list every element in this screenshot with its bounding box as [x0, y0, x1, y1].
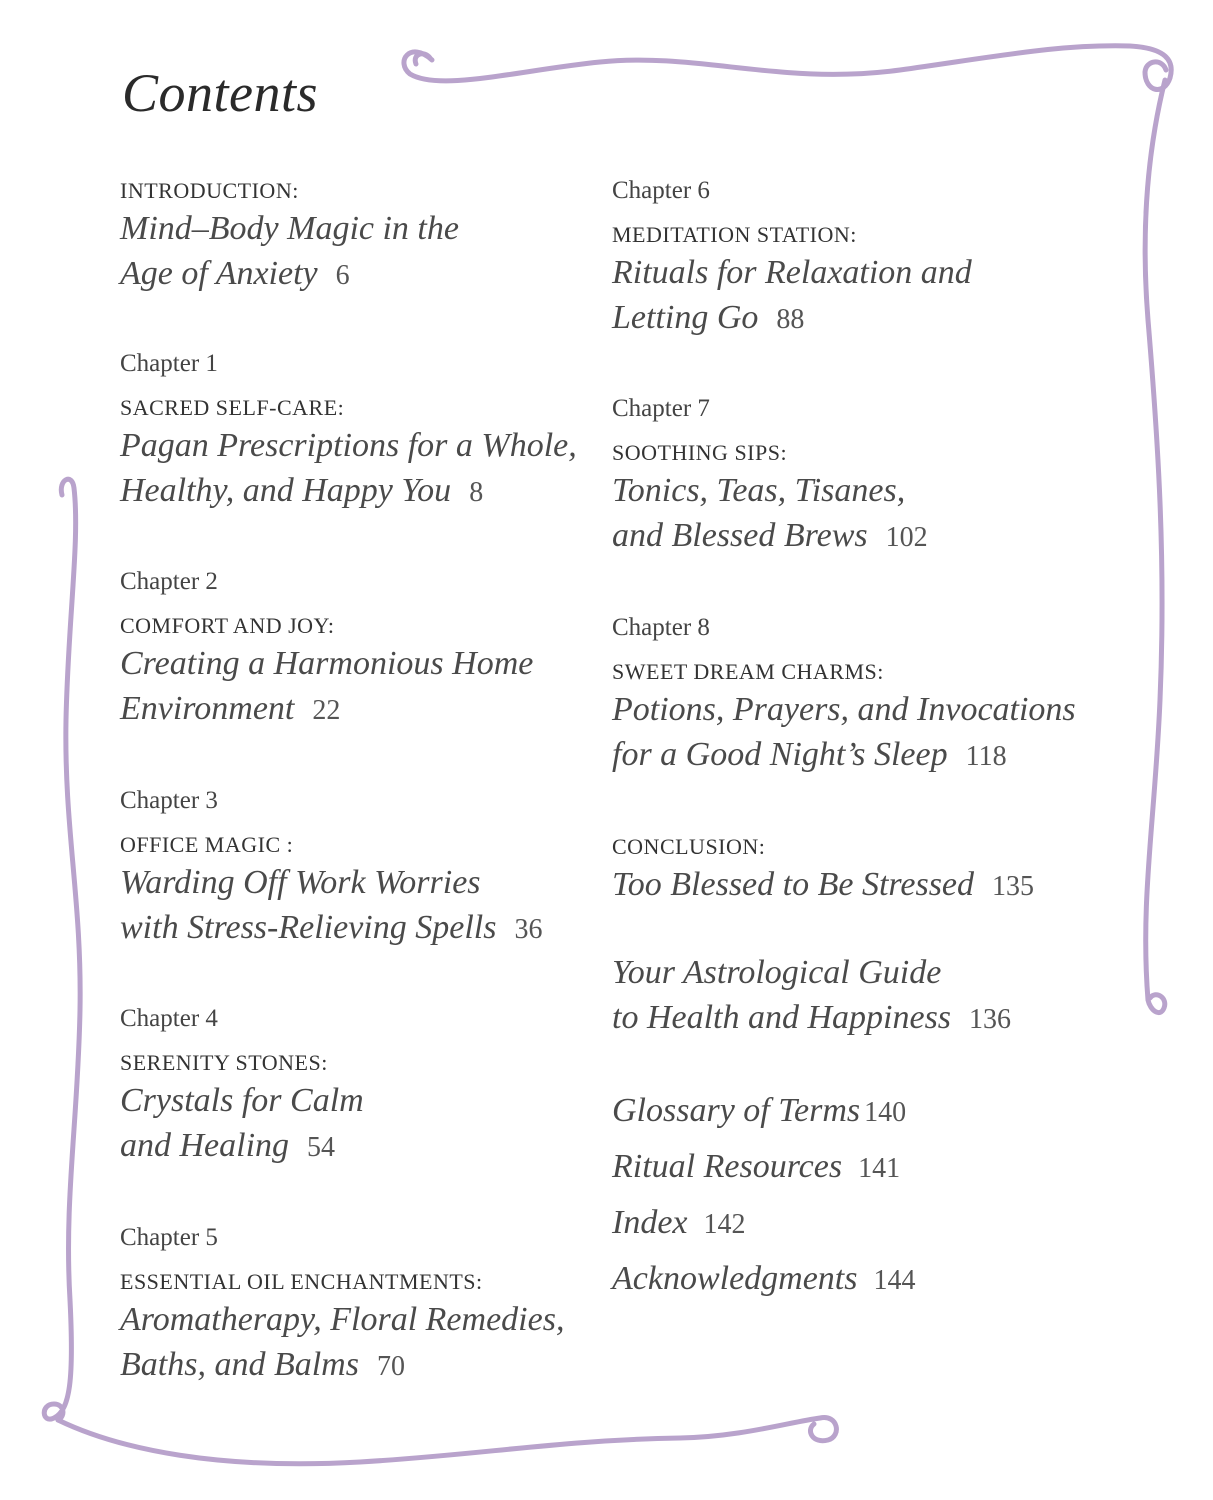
toc-entry-astrological-guide[interactable]: [612, 950, 1082, 1042]
bottom-flourish: [58, 1418, 836, 1464]
toc-back-matter: [612, 1084, 1082, 1308]
toc-entry-title: Warding Off Work Worries with Stress-Relieving Spells 36: [120, 864, 543, 946]
toc-page-number: 8: [469, 477, 484, 508]
toc-page-number: 36: [514, 914, 543, 945]
toc-entry-label: INTRODUCTION:: [120, 178, 299, 203]
toc-page-number: 142: [703, 1209, 746, 1240]
toc-entry-title: Too Blessed to Be Stressed 135: [612, 866, 1035, 903]
right-flourish: [1145, 80, 1165, 1013]
toc-entry-title: Crystals for Calm and Healing 54: [120, 1082, 364, 1164]
toc-chapter-number: Chapter 7: [612, 395, 710, 422]
toc-page-number: 135: [992, 871, 1035, 902]
toc-entry-chapter-3[interactable]: [120, 786, 590, 952]
toc-chapter-number: Chapter 3: [120, 787, 218, 814]
toc-entry-chapter-6[interactable]: [612, 176, 1082, 342]
toc-entry-label: SWEET DREAM CHARMS:: [612, 659, 884, 684]
toc-entry-conclusion[interactable]: [612, 832, 1082, 909]
toc-page-number: 6: [335, 260, 350, 291]
toc-entry-chapter-8[interactable]: [612, 613, 1082, 779]
toc-entry-label: CONCLUSION:: [612, 834, 766, 859]
toc-entry-title: Your Astrological Guide to Health and Happiness 136: [612, 954, 1012, 1036]
toc-entry-label: OFFICE MAGIC :: [120, 832, 294, 857]
toc-entry-label: COMFORT AND JOY:: [120, 613, 335, 638]
toc-entry-chapter-4[interactable]: [120, 1004, 590, 1170]
toc-chapter-number: Chapter 5: [120, 1224, 218, 1251]
toc-chapter-number: Chapter 8: [612, 614, 710, 641]
toc-entry-introduction[interactable]: [120, 176, 590, 298]
toc-page-number: 54: [307, 1132, 336, 1163]
toc-page-number: 136: [969, 1004, 1012, 1035]
toc-page-number: 88: [776, 304, 805, 335]
toc-entry-title: Mind–Body Magic in the Age of Anxiety 6: [120, 210, 459, 292]
toc-entry-title: Potions, Prayers, and Invocations for a Good Night’s Sleep 118: [612, 691, 1076, 773]
toc-page-number: 70: [376, 1351, 405, 1382]
toc-entry-label: SOOTHING SIPS:: [612, 440, 788, 465]
left-flourish: [44, 479, 80, 1420]
toc-page-number: 140: [864, 1097, 907, 1128]
toc-entry-label: SERENITY STONES:: [120, 1050, 328, 1075]
toc-entry-acknowledgments[interactable]: Acknowledgments 144: [612, 1260, 916, 1297]
toc-page-number: 141: [858, 1153, 901, 1184]
toc-entry-index[interactable]: Index 142: [612, 1204, 746, 1241]
top-flourish: [404, 46, 1171, 90]
toc-entry-title: Rituals for Relaxation and Letting Go 88: [612, 254, 972, 336]
toc-entry-chapter-7[interactable]: [612, 394, 1082, 560]
toc-entry-chapter-1[interactable]: [120, 349, 590, 515]
toc-page-number: 102: [885, 522, 928, 553]
toc-entry-label: MEDITATION STATION:: [612, 222, 857, 247]
toc-page-number: 22: [312, 695, 341, 726]
toc-entry-title: Tonics, Teas, Tisanes, and Blessed Brews 102: [612, 472, 928, 554]
toc-entry-label: SACRED SELF-CARE:: [120, 395, 345, 420]
toc-entry-title: Pagan Prescriptions for a Whole, Healthy, and Happy You 8: [120, 427, 577, 509]
toc-entry-chapter-5[interactable]: [120, 1223, 590, 1389]
toc-entry-chapter-2[interactable]: [120, 567, 590, 733]
toc-page-number: 144: [873, 1265, 916, 1296]
toc-chapter-number: Chapter 2: [120, 568, 218, 595]
page-title: Contents: [122, 63, 319, 123]
toc-entry-title: Aromatherapy, Floral Remedies, Baths, and Balms 70: [120, 1301, 565, 1383]
toc-entry-title: Creating a Harmonious Home Environment 22: [120, 645, 534, 727]
toc-entry-glossary[interactable]: Glossary of Terms 140: [612, 1092, 907, 1129]
toc-chapter-number: Chapter 6: [612, 177, 710, 204]
toc-page-number: 118: [965, 741, 1007, 772]
toc-entry-label: ESSENTIAL OIL ENCHANTMENTS:: [120, 1269, 483, 1294]
toc-chapter-number: Chapter 1: [120, 350, 218, 377]
toc-chapter-number: Chapter 4: [120, 1005, 218, 1032]
toc-entry-ritual-resources[interactable]: Ritual Resources 141: [612, 1148, 901, 1185]
